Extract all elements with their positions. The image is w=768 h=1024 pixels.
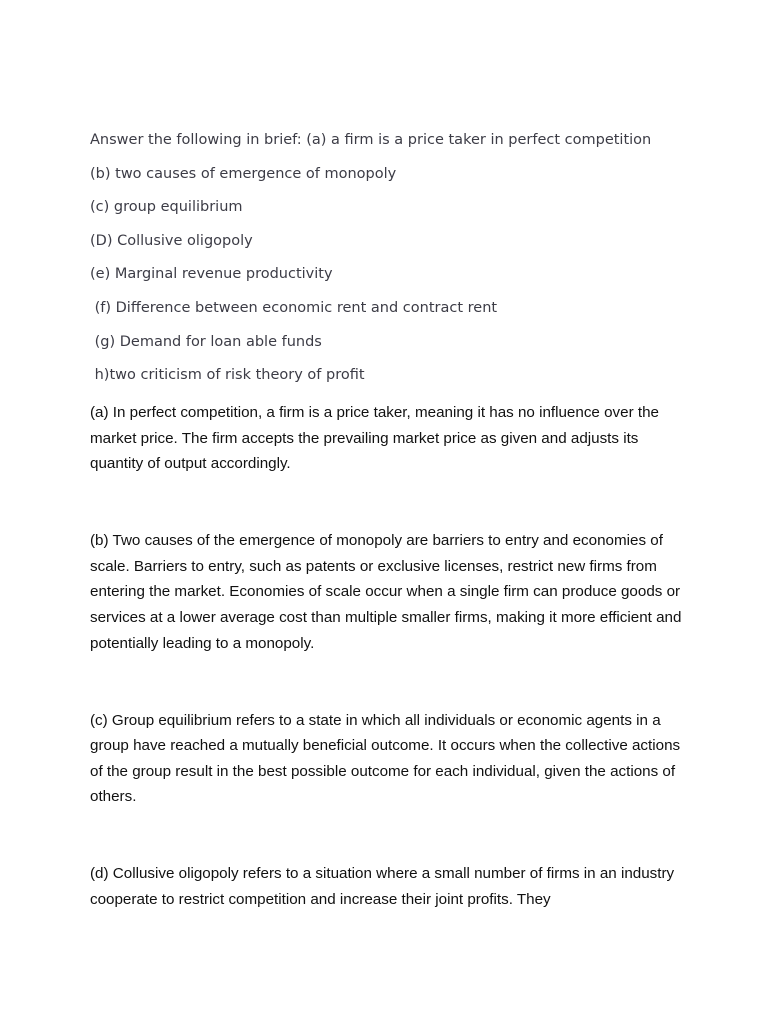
question-list bbox=[90, 130, 710, 399]
question-c: (c) group equilibrium bbox=[90, 199, 243, 216]
paragraph-gap bbox=[90, 477, 690, 528]
answer-a: (a) In perfect competition, a firm is a price taker, meaning it has no influence over the market price. The firm accepts the prevailing market price as given and adjusts its quantity of output accordingly. bbox=[90, 404, 659, 473]
question-e: (e) Marginal revenue productivity bbox=[90, 266, 333, 283]
paragraph-gap bbox=[90, 810, 690, 861]
paragraph-gap bbox=[90, 656, 690, 707]
question-intro: Answer the following in brief: (a) a firm is a price taker in perfect competition bbox=[90, 132, 652, 148]
question-f: (f) Difference between economic rent and contract rent bbox=[90, 299, 498, 316]
question-g: (g) Demand for loan able funds bbox=[90, 333, 322, 350]
question-h: h)two criticism of risk theory of profit bbox=[90, 367, 365, 384]
answer-list bbox=[90, 400, 690, 912]
answer-b: (b) Two causes of the emergence of monopoly are barriers to entry and economies of scale. Barriers to entry, such as patents or exclusive licenses, restrict new firms from entering the market. Economies of scale occur when a single firm can produce goods or services at a lower average cost than multiple smaller firms, making it more efficient and potentially leading to a monopoly. bbox=[90, 532, 682, 652]
answer-c: (c) Group equilibrium refers to a state in which all individuals or economic agents in a group have reached a mutually beneficial outcome. It occurs when the collective actions of the group result in the best possible outcome for each individual, given the actions of others. bbox=[90, 711, 681, 806]
question-b: (b) two causes of emergence of monopoly bbox=[90, 165, 397, 182]
question-d: (D) Collusive oligopoly bbox=[90, 232, 253, 249]
answer-d: (d) Collusive oligopoly refers to a situation where a small number of firms in an industry cooperate to restrict competition and increase their joint profits. They bbox=[90, 865, 675, 908]
